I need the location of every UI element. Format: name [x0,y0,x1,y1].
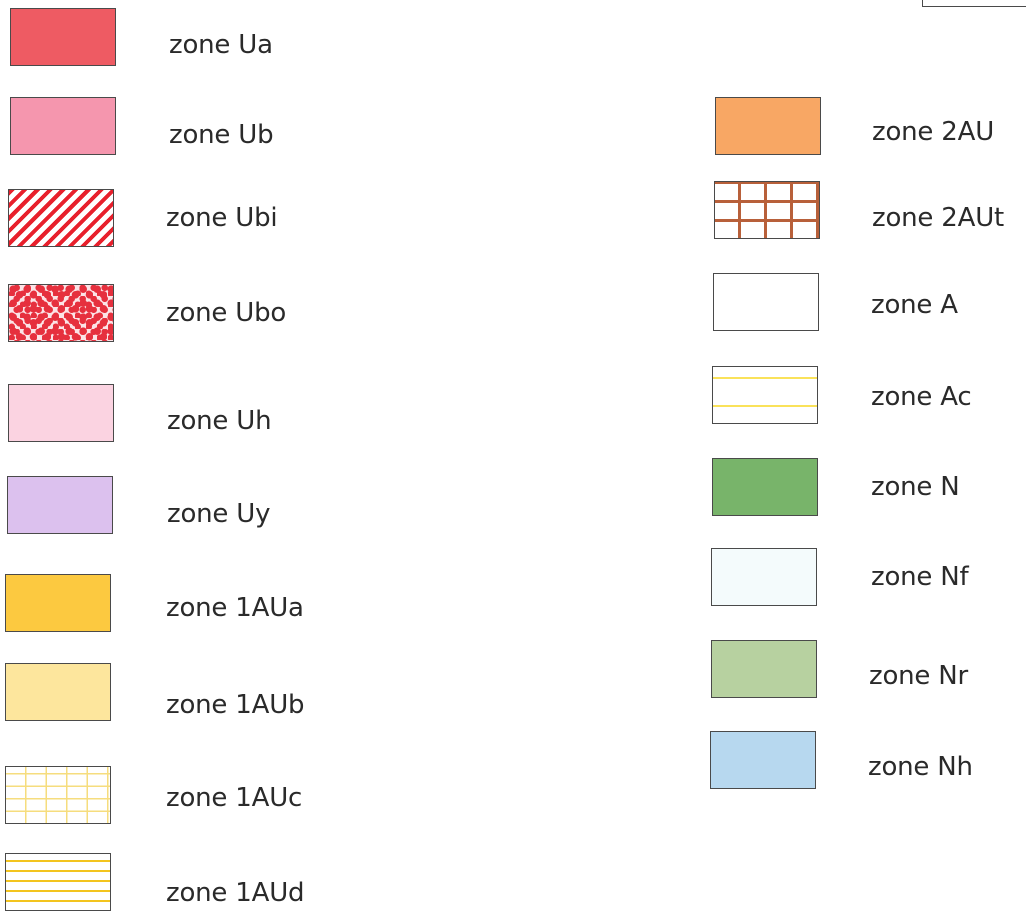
label-1aua: zone 1AUa [166,593,304,623]
swatch-1aub [5,663,111,721]
swatch-2aut [714,181,820,239]
label-nf: zone Nf [871,562,969,592]
swatch-2au [715,97,821,155]
label-nh: zone Nh [868,752,973,782]
swatch-uh [8,384,114,442]
label-1aud: zone 1AUd [166,878,305,908]
swatch-ua [10,8,116,66]
label-n: zone N [871,472,960,502]
swatch-nf [711,548,817,606]
swatch-ac [712,366,818,424]
swatch-a [713,273,819,331]
swatch-uy [7,476,113,534]
label-ua: zone Ua [169,30,273,60]
swatch-n [712,458,818,516]
swatch-nr [711,640,817,698]
label-ac: zone Ac [871,382,972,412]
label-2au: zone 2AU [872,117,995,147]
label-nr: zone Nr [869,661,969,691]
swatch-ubi [8,189,114,247]
top-right-box [922,0,1026,7]
label-1auc: zone 1AUc [166,783,303,813]
label-1aub: zone 1AUb [166,690,305,720]
label-ubo: zone Ubo [166,298,287,328]
swatch-1aud [5,853,111,911]
label-2aut: zone 2AUt [872,203,1005,233]
swatch-1auc [5,766,111,824]
label-ub: zone Ub [169,120,274,150]
label-uy: zone Uy [167,499,271,529]
label-uh: zone Uh [167,406,272,436]
label-a: zone A [871,290,958,320]
swatch-ubo [8,284,114,342]
swatch-ub [10,97,116,155]
swatch-1aua [5,574,111,632]
label-ubi: zone Ubi [166,203,278,233]
swatch-nh [710,731,816,789]
